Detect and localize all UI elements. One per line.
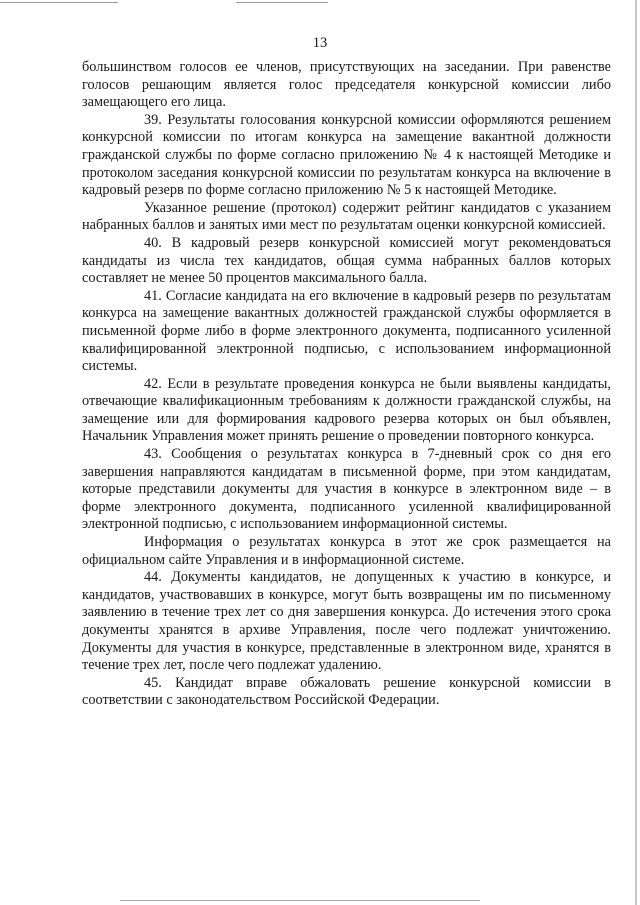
paragraph-continuation: большинством голосов ее членов, присутствующих на заседании. При равенстве голосов решающим является голос председателя конкурсной комиссии либо замещающего его лица. [82,59,611,111]
scan-bottom-edge [0,895,640,905]
page-number: 13 [312,35,328,51]
scan-line [120,900,480,901]
scan-line [236,2,328,3]
document-body [82,59,611,710]
scan-right-edge [635,0,637,905]
paragraph-40: 40. В кадровый резерв конкурсной комиссией могут рекомендоваться кандидаты из числа тех кандидатов, общая сумма набранных баллов которых составляет не менее 50 процентов максимального балла. [82,234,611,287]
paragraph-42: 42. Если в результате проведения конкурса не были выявлены кандидаты, отвечающие квалификационным требованиям к должности гражданской службы, на замещение или для формирования кадрового резерва которых он был объявлен, Начальник Управления может принять решение о проведении повторного конкурса. [82,375,611,445]
paragraph-39-note: Указанное решение (протокол) содержит рейтинг кандидатов с указанием набранных баллов и занятых ими мест по результатам оценки конкурсной комиссией. [82,199,611,234]
paragraph-44: 44. Документы кандидатов, не допущенных к участию в конкурсе, и кандидатов, участвовавших в конкурсе, могут быть возвращены им по письменному заявлению в течение трех лет со дня завершения конкурса. До истечения этого срока документы хранятся в архиве Управления, после чего подлежат уничтожению. Документы для участия в конкурсе, представленные в электронном виде, хранятся в течение трех лет, после чего подлежат удалению. [82,569,611,674]
paragraph-43: 43. Сообщения о результатах конкурса в 7-дневный срок со дня его завершения направляются кандидатам в письменной форме, при этом кандидатам, которые представили документы для участия в конкурсе в электронном виде – в форме электронного документа, подписанного усиленной квалифицированной электронной подписью, с использованием информационной системы. [82,446,611,533]
paragraph-45: 45. Кандидат вправе обжаловать решение конкурсной комиссии в соответствии с законодательством Российской Федерации. [82,674,611,709]
paragraph-43-info: Информация о результатах конкурса в этот же срок размещается на официальном сайте Управления и в информационной системе. [82,534,611,568]
paragraph-41: 41. Согласие кандидата на его включение в кадровый резерв по результатам конкурса на замещение вакантных должностей гражданской службы оформляется в письменной форме либо в форме электронного документа, подписанного усиленной квалифицированной электронной подписью, с использованием информационной системы. [82,287,611,375]
paragraph-39: 39. Результаты голосования конкурсной комиссии оформляются решением конкурсной комиссии по итогам конкурса на замещение вакантной должности гражданской службы по форме согласно приложению № 4 к настоящей Методике и протоколом заседания конкурсной комиссии по результатам конкурса на включение в кадровый резерв по форме согласно приложению № 5 к настоящей Методике. [82,111,611,199]
scan-top-edge [0,0,640,6]
scan-line [0,2,118,3]
